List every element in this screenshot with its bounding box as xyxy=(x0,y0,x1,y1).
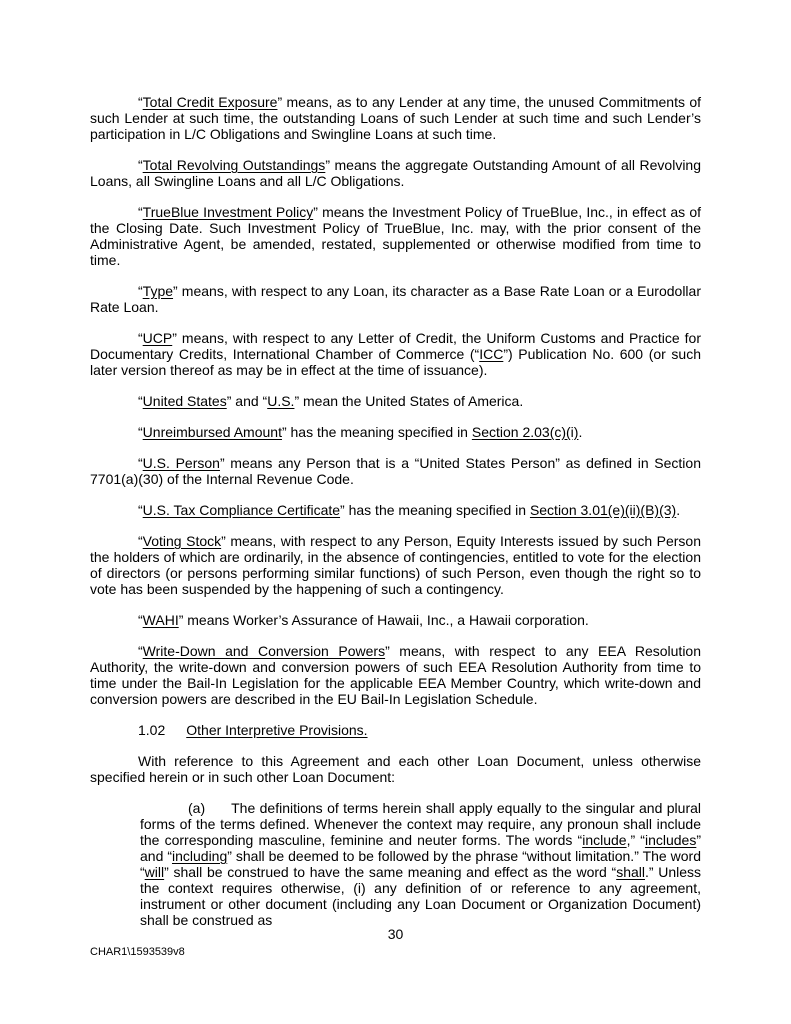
definition-type: “Type” means, with respect to any Loan, its character as a Base Rate Loan or a Eurodollar Rate Loan. xyxy=(90,283,701,315)
definition-united-states: “United States” and “U.S.” mean the United States of America. xyxy=(138,393,524,409)
subsection-a xyxy=(140,800,701,928)
section-title: Other Interpretive Provisions. xyxy=(186,722,368,738)
page-body xyxy=(90,94,701,943)
definition-voting-stock: “Voting Stock” means, with respect to any Person, Equity Interests issued by such Person the holders of which are ordinarily, in the absence of contingencies, entitled to vote for the election of directors (or persons performing similar functions) of such Person, even though the right so to vote has been suspended by the happening of such a contingency. xyxy=(90,533,702,597)
definition-total-credit-exposure: “Total Credit Exposure” means, as to any Lender at any time, the unused Commitments of such Lender at such time, the outstanding Loans of such Lender at such time and such Lender’s participation in L/C Obligations and Swingline Loans at such time. xyxy=(90,94,702,142)
definition-wahi: “WAHI” means Worker’s Assurance of Hawaii, Inc., a Hawaii corporation. xyxy=(138,612,589,628)
definition-us-tax-compliance-certificate: “U.S. Tax Compliance Certificate” has the meaning specified in Section 3.01(e)(ii)(B)(3). xyxy=(138,502,681,518)
subsection-a-label: (a) xyxy=(188,800,206,816)
definition-unreimbursed-amount: “Unreimbursed Amount” has the meaning specified in Section 2.03(c)(i). xyxy=(138,424,583,440)
page-number: 30 xyxy=(387,926,404,942)
definition-write-down-and-conversion-powers: “Write-Down and Conversion Powers” means, with respect to any EEA Resolution Authority, the write-down and conversion powers of such EEA Resolution Authority from time to time under the Bail-In Legislation for the applicable EEA Member Country, which write-down and conversion powers are described in the EU Bail-In Legislation Schedule. xyxy=(90,643,702,707)
document-id-stamp: CHAR1\1593539v8 xyxy=(90,946,185,958)
subsection-a-text: The definitions of terms herein shall apply equally to the singular and plural forms of the terms defined. Whenever the context may require, any pronoun shall include the corresponding masculine, feminine and neuter forms. The words “include,” “includes” and “including” shall be deemed to be followed by the phrase “without limitation.” The word “will” shall be construed to have the same meaning and effect as the word “shall.” Unless the context requires otherwise, (i) any definition of or reference to any agreement, instrument or other document (including any Loan Document or Organization Document) shall be construed as xyxy=(140,800,702,928)
intro-paragraph: With reference to this Agreement and each other Loan Document, unless otherwise specified herein or in such other Loan Document: xyxy=(90,753,701,785)
definition-trueblue-investment-policy: “TrueBlue Investment Policy” means the Investment Policy of TrueBlue, Inc., in effect as of the Closing Date. Such Investment Policy of TrueBlue, Inc. may, with the prior consent of the Administrative Agent, be amended, restated, supplemented or otherwise modified from time to time. xyxy=(90,204,701,268)
definition-total-revolving-outstandings: “Total Revolving Outstandings” means the aggregate Outstanding Amount of all Revolving Loans, all Swingline Loans and all L/C Obligations. xyxy=(90,157,701,189)
section-number: 1.02 xyxy=(138,722,166,738)
definition-ucp: “UCP” means, with respect to any Letter of Credit, the Uniform Customs and Practice for Documentary Credits, International Chamber of Commerce (“ICC”) Publication No. 600 (or such later version thereof as may be in effect at the time of issuance). xyxy=(90,330,701,378)
definition-us-person: “U.S. Person” means any Person that is a “United States Person” as defined in Section 7701(a)(30) of the Internal Revenue Code. xyxy=(90,455,701,487)
section-heading-1-02 xyxy=(90,722,701,738)
